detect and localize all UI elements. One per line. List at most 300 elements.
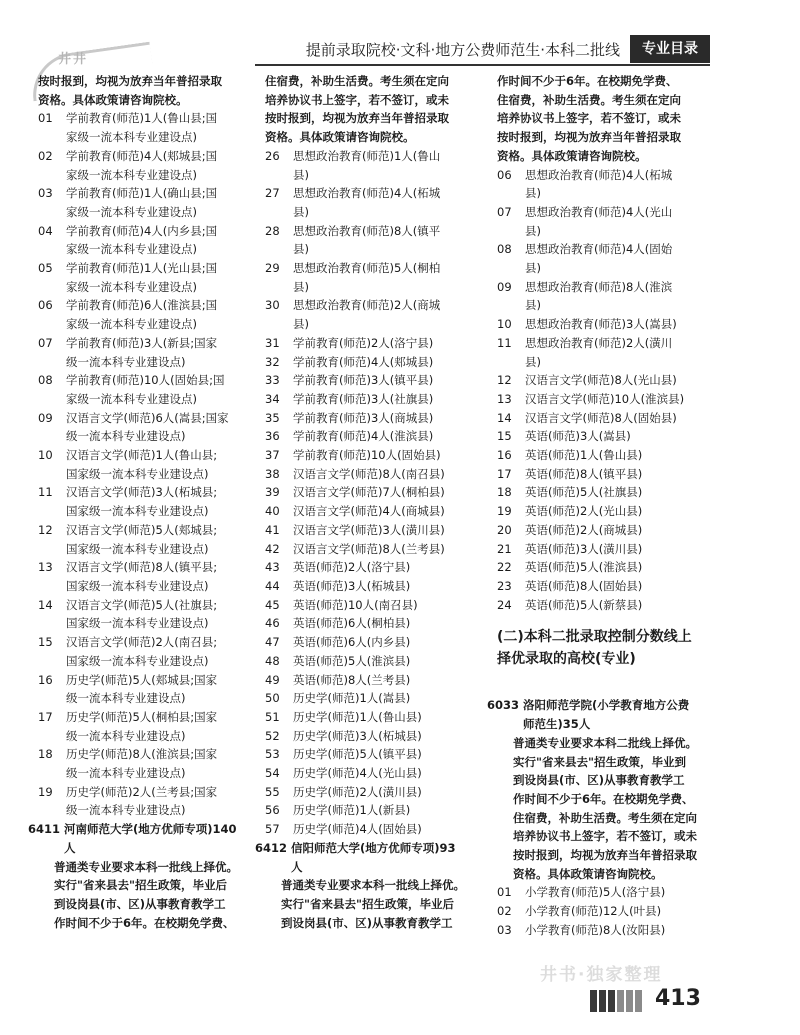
item-text-line: 英语(师范)8人(兰考县) xyxy=(293,672,411,687)
item-text-line: 汉语言文学(师范)4人(商城县) xyxy=(293,504,445,519)
item-number: 31 xyxy=(265,335,280,350)
paragraph-line: 按时报到，均视为放弃当年普招录取 xyxy=(265,111,449,126)
list-item xyxy=(265,521,490,540)
item-text-line: 学前教育(师范)3人(商城县) xyxy=(293,410,434,425)
item-number: 28 xyxy=(265,223,280,238)
item-number: 29 xyxy=(265,261,280,276)
item-number: 48 xyxy=(265,653,280,668)
item-number: 42 xyxy=(265,541,280,556)
footer-watermark: 井书·独家整理 xyxy=(540,965,663,985)
item-text-line: 学前教育(师范)3人(新县;国家 xyxy=(66,335,218,350)
item-number: 08 xyxy=(497,242,512,257)
footer-decoration xyxy=(590,990,642,1012)
list-item xyxy=(265,745,490,764)
item-text-line: 家级一流本科专业建设点) xyxy=(66,317,197,332)
item-text xyxy=(66,147,263,184)
item-text xyxy=(293,521,490,540)
item-text xyxy=(66,334,263,371)
list-item xyxy=(265,353,490,372)
item-text xyxy=(293,764,490,783)
page-number: 413 xyxy=(655,986,701,1011)
item-number: 40 xyxy=(265,504,280,519)
list-item xyxy=(265,446,490,465)
item-text-line: 学前教育(师范)6人(淮滨县;国 xyxy=(66,298,218,313)
item-text xyxy=(293,820,490,839)
item-text-line: 历史学(师范)2人(潢川县) xyxy=(293,784,422,799)
item-number: 22 xyxy=(497,560,512,575)
item-number: 20 xyxy=(497,522,512,537)
item-text xyxy=(293,334,490,353)
item-text-line: 历史学(师范)1人(新县) xyxy=(293,803,411,818)
item-number: 02 xyxy=(497,904,512,919)
item-text-line: 英语(师范)8人(固始县) xyxy=(525,578,643,593)
list-item xyxy=(265,783,490,802)
list-item xyxy=(265,465,490,484)
list-item xyxy=(265,483,490,502)
item-text-line: 国家级一流本科专业建设点) xyxy=(66,616,209,631)
list-item xyxy=(497,921,722,940)
list-item xyxy=(265,671,490,690)
item-number: 44 xyxy=(265,578,280,593)
item-number: 36 xyxy=(265,429,280,444)
item-text-line: 小学教育(师范)5人(洛宁县) xyxy=(525,885,666,900)
item-text-line: 县) xyxy=(525,261,541,276)
list-item xyxy=(497,390,722,409)
item-number: 35 xyxy=(265,410,280,425)
header-badge: 专业目录 xyxy=(630,35,710,63)
item-text xyxy=(66,483,263,520)
item-text-line: 英语(师范)5人(新蔡县) xyxy=(525,597,643,612)
item-text-line: 县) xyxy=(293,204,309,219)
list-item xyxy=(265,596,490,615)
school-code: 6411 xyxy=(28,822,61,837)
list-item xyxy=(265,222,490,259)
item-number: 04 xyxy=(38,223,53,238)
list-item xyxy=(265,689,490,708)
item-text xyxy=(525,427,722,446)
item-number: 54 xyxy=(265,766,280,781)
item-text-line: 思想政治教育(师范)4人(固始 xyxy=(525,242,673,257)
list-item xyxy=(38,558,263,595)
item-number: 17 xyxy=(38,709,53,724)
item-text xyxy=(66,259,263,296)
item-text xyxy=(293,184,490,221)
item-number: 41 xyxy=(265,522,280,537)
item-text xyxy=(293,222,490,259)
paragraph-line: 到设岗县(市、区)从事教育教学工 xyxy=(54,896,226,911)
item-text xyxy=(66,783,263,820)
item-text-line: 历史学(师范)4人(光山县) xyxy=(293,766,422,781)
item-text-line: 英语(师范)3人(潢川县) xyxy=(525,541,643,556)
school-name-line: 人 xyxy=(64,840,76,855)
item-text xyxy=(66,109,263,146)
paragraph-line: 住宿费，补助生活费。考生须在定向 xyxy=(497,92,681,107)
item-text xyxy=(66,184,263,221)
item-number: 37 xyxy=(265,448,280,463)
item-text xyxy=(293,745,490,764)
list-item xyxy=(265,296,490,333)
item-text xyxy=(66,596,263,633)
list-item xyxy=(497,278,722,315)
list-item xyxy=(497,240,722,277)
item-text xyxy=(293,483,490,502)
list-item xyxy=(38,109,263,146)
list-item xyxy=(38,184,263,221)
item-text-line: 英语(师范)2人(光山县) xyxy=(525,504,643,519)
item-number: 12 xyxy=(497,373,512,388)
list-item xyxy=(497,465,722,484)
item-number: 10 xyxy=(38,448,53,463)
item-text xyxy=(525,502,722,521)
item-text xyxy=(525,558,722,577)
list-item xyxy=(265,558,490,577)
item-number: 13 xyxy=(497,391,512,406)
list-item xyxy=(38,596,263,633)
item-text-line: 县) xyxy=(293,279,309,294)
paragraph-line: 实行"省来县去"招生政策，毕业到 xyxy=(513,754,686,769)
list-item xyxy=(265,801,490,820)
list-item xyxy=(497,596,722,615)
item-number: 32 xyxy=(265,354,280,369)
item-text-line: 家级一流本科专业建设点) xyxy=(66,130,197,145)
item-text-line: 学前教育(师范)1人(确山县;国 xyxy=(66,186,218,201)
item-text-line: 县) xyxy=(525,223,541,238)
item-text-line: 学前教育(师范)2人(洛宁县) xyxy=(293,335,434,350)
item-text-line: 学前教育(师范)4人(淮滨县) xyxy=(293,429,434,444)
item-text-line: 级一流本科专业建设点) xyxy=(66,728,186,743)
item-text-line: 英语(师范)3人(柘城县) xyxy=(293,578,411,593)
item-text xyxy=(293,577,490,596)
item-number: 51 xyxy=(265,709,280,724)
item-text xyxy=(66,521,263,558)
item-text-line: 县) xyxy=(293,242,309,257)
list-item xyxy=(497,540,722,559)
item-text-line: 国家级一流本科专业建设点) xyxy=(66,541,209,556)
item-text-line: 英语(师范)8人(镇平县) xyxy=(525,466,643,481)
list-item xyxy=(497,315,722,334)
item-number: 06 xyxy=(38,298,53,313)
item-text-line: 历史学(师范)8人(淮滨县;国家 xyxy=(66,747,218,762)
item-text-line: 汉语言文学(师范)3人(潢川县) xyxy=(293,522,445,537)
item-text xyxy=(525,166,722,203)
list-item xyxy=(265,633,490,652)
list-item xyxy=(497,203,722,240)
item-number: 19 xyxy=(497,504,512,519)
item-text xyxy=(525,240,722,277)
item-number: 45 xyxy=(265,597,280,612)
item-text xyxy=(525,596,722,615)
item-text xyxy=(293,708,490,727)
item-text xyxy=(525,577,722,596)
list-item xyxy=(497,521,722,540)
item-text xyxy=(293,558,490,577)
paragraph-line: 按时报到，均视为放弃当年普招录取 xyxy=(513,848,697,863)
item-text-line: 英语(师范)5人(社旗县) xyxy=(525,485,643,500)
item-number: 07 xyxy=(38,335,53,350)
item-text-line: 思想政治教育(师范)8人(淮滨 xyxy=(525,279,673,294)
item-text xyxy=(293,371,490,390)
item-number: 16 xyxy=(38,672,53,687)
item-number: 11 xyxy=(497,335,512,350)
item-text xyxy=(525,902,722,921)
list-item xyxy=(497,371,722,390)
item-text-line: 国家级一流本科专业建设点) xyxy=(66,504,209,519)
item-text xyxy=(293,409,490,428)
item-text xyxy=(293,353,490,372)
item-text-line: 历史学(师范)5人(镇平县) xyxy=(293,747,422,762)
school-name-line: 信阳师范大学(地方优师专项)93 xyxy=(291,840,456,855)
school-heading xyxy=(255,839,490,876)
item-text-line: 英语(师范)6人(内乡县) xyxy=(293,635,411,650)
item-text-line: 汉语言文学(师范)10人(淮滨县) xyxy=(525,391,685,406)
item-number: 39 xyxy=(265,485,280,500)
item-text-line: 英语(师范)2人(洛宁县) xyxy=(293,560,411,575)
item-number: 08 xyxy=(38,373,53,388)
item-number: 34 xyxy=(265,391,280,406)
item-text-line: 英语(师范)5人(淮滨县) xyxy=(293,653,411,668)
list-item xyxy=(38,708,263,745)
item-text-line: 历史学(师范)1人(嵩县) xyxy=(293,691,411,706)
paragraph-line: 培养协议书上签字，若不签订，或未 xyxy=(497,111,681,126)
list-item xyxy=(38,745,263,782)
paragraph-line: 资格。具体政策请咨询院校。 xyxy=(265,130,415,145)
list-item xyxy=(497,883,722,902)
item-text xyxy=(525,334,722,371)
item-text xyxy=(293,633,490,652)
item-text-line: 国家级一流本科专业建设点) xyxy=(66,578,209,593)
item-text xyxy=(293,502,490,521)
item-text xyxy=(525,409,722,428)
paragraph-line: 实行"省来县去"招生政策，毕业后 xyxy=(54,878,227,893)
school-heading xyxy=(487,696,722,733)
item-number: 30 xyxy=(265,298,280,313)
section-title-line: 择优录取的高校(专业) xyxy=(497,651,636,668)
item-text xyxy=(525,921,722,940)
school-name xyxy=(64,820,263,857)
paragraph-line: 实行"省来县去"招生政策，毕业后 xyxy=(281,896,454,911)
item-number: 14 xyxy=(497,410,512,425)
item-text xyxy=(293,783,490,802)
item-number: 07 xyxy=(497,204,512,219)
item-text-line: 县) xyxy=(293,317,309,332)
item-text-line: 汉语言文学(师范)8人(镇平县; xyxy=(66,560,218,575)
list-item xyxy=(265,614,490,633)
item-text-line: 汉语言文学(师范)5人(社旗县; xyxy=(66,597,218,612)
list-item xyxy=(265,427,490,446)
item-number: 03 xyxy=(497,922,512,937)
item-text xyxy=(66,371,263,408)
header-title: 提前录取院校·文科·地方公费师范生·本科二批线 xyxy=(305,40,620,59)
list-item xyxy=(497,166,722,203)
item-text-line: 英语(师范)2人(商城县) xyxy=(525,522,643,537)
list-item xyxy=(38,259,263,296)
item-text xyxy=(293,727,490,746)
item-number: 23 xyxy=(497,578,512,593)
item-text xyxy=(66,558,263,595)
school-heading xyxy=(28,820,263,857)
item-text-line: 汉语言文学(师范)2人(南召县; xyxy=(66,635,218,650)
item-number: 18 xyxy=(38,747,53,762)
item-number: 53 xyxy=(265,747,280,762)
item-text-line: 家级一流本科专业建设点) xyxy=(66,204,197,219)
list-item xyxy=(265,727,490,746)
item-text-line: 县) xyxy=(525,354,541,369)
item-text-line: 家级一流本科专业建设点) xyxy=(66,167,197,182)
item-number: 16 xyxy=(497,448,512,463)
list-item xyxy=(38,147,263,184)
list-item xyxy=(38,446,263,483)
section-title xyxy=(497,626,722,670)
item-number: 15 xyxy=(38,635,53,650)
item-number: 14 xyxy=(38,597,53,612)
item-number: 03 xyxy=(38,186,53,201)
item-number: 33 xyxy=(265,373,280,388)
list-item xyxy=(265,577,490,596)
paragraph-line: 培养协议书上签字，若不签订，或未 xyxy=(513,829,697,844)
item-text-line: 家级一流本科专业建设点) xyxy=(66,242,197,257)
list-item xyxy=(265,820,490,839)
school-name-line: 师范生)35人 xyxy=(523,717,591,732)
item-number: 09 xyxy=(38,410,53,425)
item-text xyxy=(293,596,490,615)
item-text-line: 历史学(师范)5人(郏城县;国家 xyxy=(66,672,218,687)
item-text-line: 思想政治教育(师范)5人(桐柏 xyxy=(293,261,441,276)
school-code: 6033 xyxy=(487,698,520,713)
item-text-line: 汉语言文学(师范)8人(兰考县) xyxy=(293,541,445,556)
item-text-line: 思想政治教育(师范)1人(鲁山 xyxy=(293,148,441,163)
item-text-line: 汉语言文学(师范)8人(固始县) xyxy=(525,410,677,425)
item-text-line: 学前教育(师范)4人(内乡县;国 xyxy=(66,223,218,238)
list-item xyxy=(265,540,490,559)
item-text-line: 家级一流本科专业建设点) xyxy=(66,279,197,294)
item-text-line: 汉语言文学(师范)8人(南召县) xyxy=(293,466,445,481)
page-header xyxy=(255,34,710,66)
item-number: 12 xyxy=(38,522,53,537)
corner-decoration-text: 井井 xyxy=(58,52,89,67)
list-item xyxy=(38,334,263,371)
item-number: 49 xyxy=(265,672,280,687)
item-number: 46 xyxy=(265,616,280,631)
item-text xyxy=(293,689,490,708)
paragraph-line: 作时间不少于6年。在校期免学费、 xyxy=(54,915,235,930)
paragraph-line: 作时间不少于6年。在校期免学费、 xyxy=(513,791,694,806)
item-number: 19 xyxy=(38,784,53,799)
item-number: 15 xyxy=(497,429,512,444)
paragraph-line: 住宿费，补助生活费。考生须在定向 xyxy=(513,810,697,825)
list-item xyxy=(265,502,490,521)
list-item xyxy=(265,334,490,353)
item-number: 26 xyxy=(265,148,280,163)
list-item xyxy=(497,409,722,428)
item-text-line: 级一流本科专业建设点) xyxy=(66,803,186,818)
item-text xyxy=(293,296,490,333)
section-title-line: (二)本科二批录取控制分数线上 xyxy=(497,629,692,646)
school-name xyxy=(523,696,722,733)
item-text-line: 英语(师范)3人(嵩县) xyxy=(525,429,631,444)
column-2 xyxy=(255,72,490,932)
item-text xyxy=(293,427,490,446)
item-number: 10 xyxy=(497,317,512,332)
item-number: 17 xyxy=(497,466,512,481)
item-number: 02 xyxy=(38,148,53,163)
list-item xyxy=(38,671,263,708)
item-text-line: 县) xyxy=(525,298,541,313)
item-text-line: 英语(师范)1人(鲁山县) xyxy=(525,448,643,463)
item-text xyxy=(525,446,722,465)
list-item xyxy=(265,409,490,428)
item-text xyxy=(66,446,263,483)
item-text-line: 学前教育(师范)1人(鲁山县;国 xyxy=(66,111,218,126)
list-item xyxy=(497,483,722,502)
paragraph-line: 资格。具体政策请咨询院校。 xyxy=(497,148,647,163)
item-text-line: 汉语言文学(师范)7人(桐柏县) xyxy=(293,485,445,500)
item-text xyxy=(293,259,490,296)
paragraph-line: 按时报到，均视为放弃当年普招录取 xyxy=(38,74,222,88)
item-number: 52 xyxy=(265,728,280,743)
item-text xyxy=(525,390,722,409)
item-text-line: 思想政治教育(师范)3人(嵩县) xyxy=(525,317,677,332)
item-number: 01 xyxy=(38,111,53,126)
item-text xyxy=(66,296,263,333)
item-text xyxy=(293,540,490,559)
item-number: 21 xyxy=(497,541,512,556)
item-text xyxy=(293,465,490,484)
item-text-line: 级一流本科专业建设点) xyxy=(66,766,186,781)
list-item xyxy=(265,764,490,783)
item-text xyxy=(293,671,490,690)
item-text xyxy=(66,222,263,259)
paragraph-line: 培养协议书上签字，若不签订，或未 xyxy=(265,92,449,107)
item-text-line: 级一流本科专业建设点) xyxy=(66,691,186,706)
column-1 xyxy=(28,72,263,932)
item-text-line: 英语(师范)10人(南召县) xyxy=(293,597,418,612)
list-item xyxy=(265,708,490,727)
list-item xyxy=(38,371,263,408)
item-number: 24 xyxy=(497,597,512,612)
item-text-line: 汉语言文学(师范)1人(鲁山县; xyxy=(66,448,218,463)
item-text xyxy=(66,708,263,745)
item-text xyxy=(525,540,722,559)
paragraph-line: 普通类专业要求本科一批线上择优。 xyxy=(281,878,465,893)
item-text-line: 家级一流本科专业建设点) xyxy=(66,391,197,406)
item-number: 57 xyxy=(265,822,280,837)
item-text-line: 历史学(师范)2人(兰考县;国家 xyxy=(66,784,218,799)
item-text xyxy=(66,409,263,446)
item-number: 50 xyxy=(265,691,280,706)
list-item xyxy=(497,558,722,577)
list-item xyxy=(265,390,490,409)
paragraph-line: 按时报到，均视为放弃当年普招录取 xyxy=(497,130,681,145)
item-text-line: 学前教育(师范)4人(郏城县;国 xyxy=(66,148,218,163)
list-item xyxy=(497,577,722,596)
item-text-line: 历史学(师范)3人(柘城县) xyxy=(293,728,422,743)
item-text-line: 思想政治教育(师范)4人(柘城 xyxy=(525,167,673,182)
item-number: 01 xyxy=(497,885,512,900)
list-item xyxy=(38,222,263,259)
school-code: 6412 xyxy=(255,840,288,855)
list-item xyxy=(265,652,490,671)
item-text xyxy=(293,390,490,409)
list-item xyxy=(265,371,490,390)
item-text xyxy=(66,633,263,670)
item-number: 13 xyxy=(38,560,53,575)
item-number: 27 xyxy=(265,186,280,201)
item-text xyxy=(66,671,263,708)
list-item xyxy=(497,902,722,921)
item-text-line: 县) xyxy=(293,167,309,182)
item-text xyxy=(525,203,722,240)
list-item xyxy=(265,184,490,221)
